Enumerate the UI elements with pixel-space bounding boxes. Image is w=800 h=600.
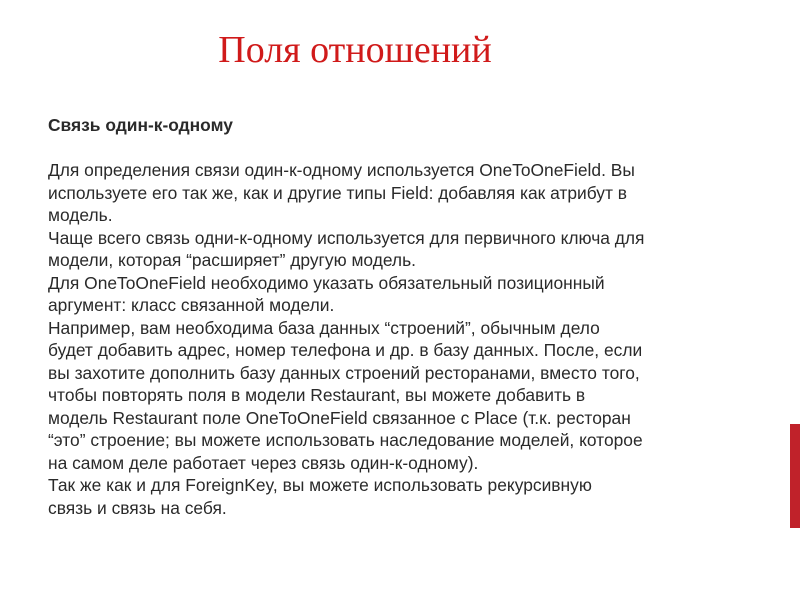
body-line: модель. <box>48 205 113 225</box>
body-line: аргумент: класс связанной модели. <box>48 295 335 315</box>
body-line: “это” строение; вы можете использовать наследование моделей, которое <box>48 430 643 450</box>
body-line: будет добавить адрес, номер телефона и др. в базу данных. После, если <box>48 340 643 360</box>
body-line: Так же как и для ForeignKey, вы можете использовать рекурсивную <box>48 475 592 495</box>
body-line: модель Restaurant поле OneToOneField связанное с Place (т.к. ресторан <box>48 407 631 428</box>
body-line: Например, вам необходима база данных “строений”, обычным дело <box>48 317 600 338</box>
body-line: используете его так же, как и другие типы Field: добавляя как атрибут в <box>48 182 628 203</box>
body-line: на самом деле работает через связь один-к-одному). <box>48 452 479 473</box>
body-line: Для OneToOneField необходимо указать обязательный позиционный <box>48 272 605 293</box>
body-line: вы захотите дополнить базу данных строений ресторанами, вместо того, <box>48 362 640 383</box>
body-line: модели, которая “расширяет” другую модель. <box>48 250 416 270</box>
accent-bar <box>790 424 800 528</box>
body-line: Для определения связи один-к-одному используется OneToOneField. Вы <box>48 160 635 180</box>
slide-body <box>48 114 748 519</box>
body-line: чтобы повторять поля в модели Restaurant, вы можете добавить в <box>48 385 586 405</box>
slide-title: Поля отношений <box>218 29 492 71</box>
body-line: Чаще всего связь одни-к-одному используется для первичного ключа для <box>48 227 645 248</box>
body-line: связь и связь на себя. <box>48 497 227 518</box>
section-heading: Связь один-к-одному <box>48 115 233 135</box>
